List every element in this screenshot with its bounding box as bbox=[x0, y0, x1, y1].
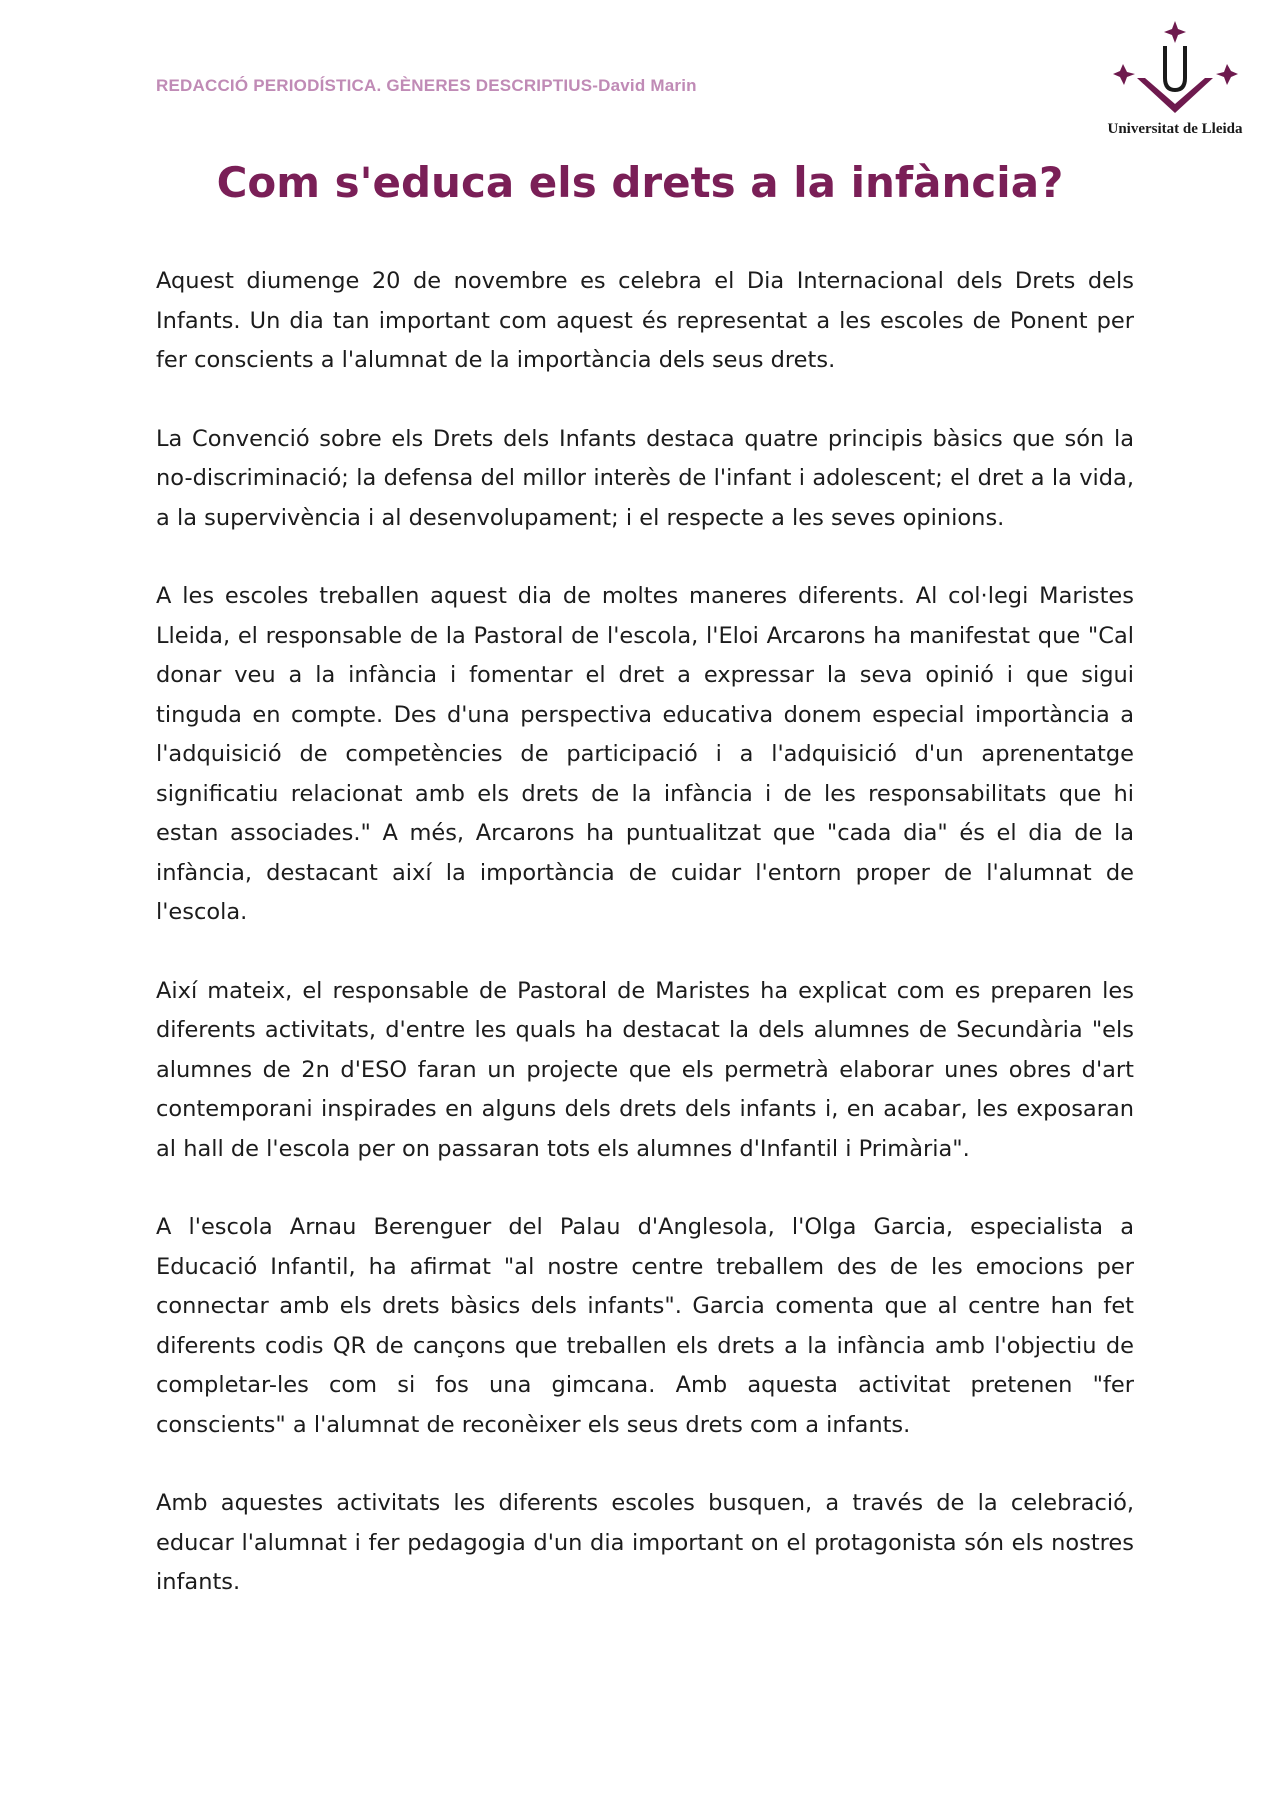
course-header: REDACCIÓ PERIODÍSTICA. GÈNERES DESCRIPTIUS-David Marin bbox=[156, 76, 697, 95]
paragraph: Aquest diumenge 20 de novembre es celebra el Dia Internacional dels Drets dels Infants. Un dia tan important com aquest és representat a les escoles de Ponent per fer conscients a l'alumnat de la importància dels seus drets. bbox=[156, 268, 1134, 373]
paragraph: A les escoles treballen aquest dia de moltes maneres diferents. Al col·legi Maristes Lleida, el responsable de la Pastoral de l'escola, l'Eloi Arcarons ha manifestat que "Cal donar veu a la infància i fomentar el dret a expressar la seva opinió i que sigui tinguda en compte. Des d'una perspectiva educativa donem especial importància a l'adquisició de competències de participació i a l'adquisició d'un aprenentatge significatiu relacionat amb els drets de la infància i de les responsabilitats que hi estan associades." A més, Arcarons ha puntualitzat que "cada dia" és el dia de la infància, destacant així la importància de cuidar l'entorn proper de l'alumnat de l'escola. bbox=[156, 583, 1134, 925]
paragraph: La Convenció sobre els Drets dels Infants destaca quatre principis bàsics que són la no-discriminació; la defensa del millor interès de l'infant i adolescent; el dret a la vida, a la supervivència i al desenvolupament; i el respecte a les seves opinions. bbox=[156, 425, 1134, 531]
logo-caption: Universitat de Lleida bbox=[1107, 121, 1243, 137]
article-title: Com s'educa els drets a la infància? bbox=[216, 158, 1064, 207]
university-of-lleida-logo bbox=[1105, 16, 1245, 116]
paragraph: Amb aquestes activitats les diferents escoles busquen, a través de la celebració, educar l'alumnat i fer pedagogia d'un dia important on el protagonista són els nostres infants. bbox=[156, 1490, 1134, 1595]
paragraph: Així mateix, el responsable de Pastoral de Maristes ha explicat com es preparen les diferents activitats, d'entre les quals ha destacat la dels alumnes de Secundària "els alumnes de 2n d'ESO faran un projecte que els permetrà elaborar unes obres d'art contemporani inspirades en alguns dels drets dels infants i, en acabar, les exposaran al hall de l'escola per on passaran tots els alumnes d'Infantil i Primària". bbox=[156, 977, 1134, 1162]
university-logo bbox=[1090, 16, 1260, 142]
article-body bbox=[156, 262, 1134, 1642]
paragraph: A l'escola Arnau Berenguer del Palau d'Anglesola, l'Olga Garcia, especialista a Educació Infantil, ha afirmat "al nostre centre treballem des de les emocions per connectar amb els drets bàsics dels infants". Garcia comenta que al centre han fet diferents codis QR de cançons que treballen els drets a la infància amb l'objectiu de completar-les com si fos una gimcana. Amb aquesta activitat pretenen "fer conscients" a l'alumnat de reconèixer els seus drets com a infants. bbox=[156, 1214, 1134, 1438]
